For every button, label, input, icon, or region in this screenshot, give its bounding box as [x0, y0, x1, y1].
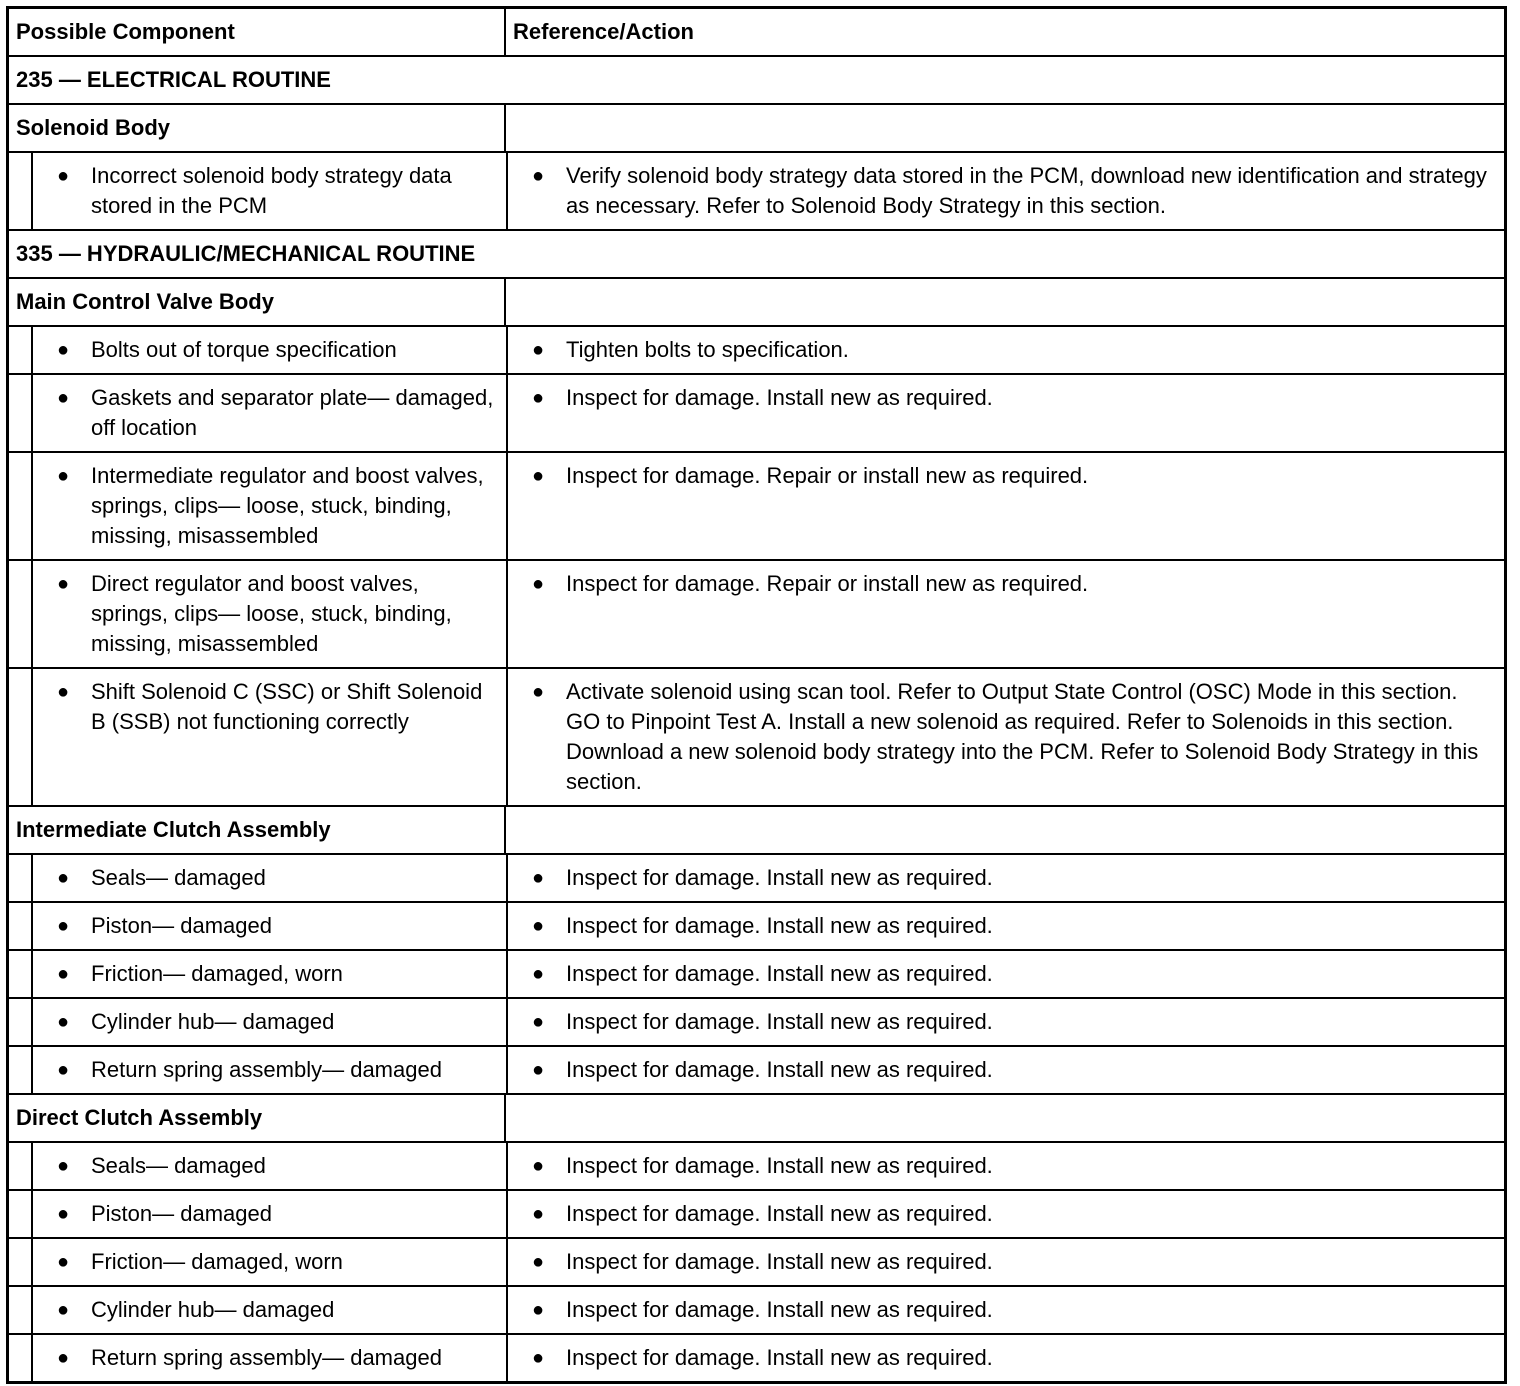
section-title: 235 — ELECTRICAL ROUTINE: [16, 67, 331, 92]
indent-cell: [9, 999, 33, 1045]
indent-cell: [9, 327, 33, 373]
table-row: [9, 1335, 1504, 1381]
component-cell: [33, 1143, 508, 1189]
bullet-icon: ●: [57, 867, 70, 889]
component-text: Return spring assembly— damaged: [91, 1057, 442, 1082]
table-row: [9, 561, 1504, 669]
action-text: Inspect for damage. Repair or install new as required.: [566, 571, 1089, 596]
component-cell: [33, 561, 508, 667]
bullet-icon: ●: [532, 1347, 545, 1369]
indent-cell: [9, 1191, 33, 1237]
indent-cell: [9, 375, 33, 451]
bullet-icon: ●: [57, 573, 70, 595]
bullet-icon: ●: [57, 339, 70, 361]
component-cell: [33, 855, 508, 901]
table-row: [9, 1143, 1504, 1191]
action-cell: [508, 327, 1504, 373]
bullet-icon: ●: [532, 1251, 545, 1273]
action-cell: [508, 855, 1504, 901]
table-row: [9, 327, 1504, 375]
action-cell: [508, 669, 1504, 805]
component-cell: [33, 1191, 508, 1237]
bullet-icon: ●: [532, 681, 545, 703]
table-row: [9, 669, 1504, 807]
bullet-icon: ●: [57, 1203, 70, 1225]
component-text: Cylinder hub— damaged: [91, 1009, 335, 1034]
group-title: Main Control Valve Body: [9, 279, 506, 325]
action-text: Inspect for damage. Install new as required.: [566, 1297, 993, 1322]
action-cell: [508, 999, 1504, 1045]
component-text: Gaskets and separator plate— damaged, off location: [91, 385, 494, 440]
action-text: Inspect for damage. Install new as required.: [566, 385, 993, 410]
indent-cell: [9, 1143, 33, 1189]
bullet-icon: ●: [532, 915, 545, 937]
component-text: Cylinder hub— damaged: [91, 1297, 335, 1322]
group-row: [9, 279, 1504, 327]
bullet-icon: ●: [57, 681, 70, 703]
indent-cell: [9, 1239, 33, 1285]
action-text: Verify solenoid body strategy data stored in the PCM, download new identification and strategy as necessary. Refer to Solenoid Body Strategy in this section.: [566, 163, 1487, 218]
table-row: [9, 999, 1504, 1047]
bullet-icon: ●: [57, 1299, 70, 1321]
action-cell: [508, 1191, 1504, 1237]
action-text: Inspect for damage. Repair or install new as required.: [566, 463, 1089, 488]
indent-cell: [9, 1047, 33, 1093]
component-cell: [33, 669, 508, 805]
bullet-icon: ●: [57, 165, 70, 187]
component-cell: [33, 327, 508, 373]
table-row: [9, 153, 1504, 231]
action-text: Activate solenoid using scan tool. Refer to Output State Control (OSC) Mode in this section. GO to Pinpoint Test A. Install a new solenoid as required. Refer to Solenoids in this section. Download a new solenoid body strategy into the PCM. Refer to Solenoid Body Strategy in this section.: [566, 679, 1479, 794]
bullet-icon: ●: [57, 1059, 70, 1081]
action-text: Inspect for damage. Install new as required.: [566, 865, 993, 890]
component-cell: [33, 999, 508, 1045]
table-row: [9, 1239, 1504, 1287]
component-cell: [33, 1047, 508, 1093]
component-cell: [33, 951, 508, 997]
action-text: Inspect for damage. Install new as required.: [566, 1345, 993, 1370]
bullet-icon: ●: [532, 1299, 545, 1321]
component-cell: [33, 903, 508, 949]
component-text: Piston— damaged: [91, 1201, 272, 1226]
action-text: Inspect for damage. Install new as required.: [566, 1153, 993, 1178]
diagnostic-table: [6, 6, 1507, 1384]
group-action-empty: [506, 279, 1504, 325]
bullet-icon: ●: [57, 1251, 70, 1273]
group-row: [9, 1095, 1504, 1143]
table-row: [9, 453, 1504, 561]
section-row: [9, 57, 1504, 105]
bullet-icon: ●: [57, 387, 70, 409]
bullet-icon: ●: [57, 915, 70, 937]
bullet-icon: ●: [57, 1155, 70, 1177]
indent-cell: [9, 453, 33, 559]
group-action-empty: [506, 1095, 1504, 1141]
component-text: Piston— damaged: [91, 913, 272, 938]
component-text: Shift Solenoid C (SSC) or Shift Solenoid B (SSB) not functioning correctly: [91, 679, 483, 734]
bullet-icon: ●: [57, 963, 70, 985]
action-cell: [508, 375, 1504, 451]
section-row: [9, 231, 1504, 279]
component-cell: [33, 375, 508, 451]
indent-cell: [9, 903, 33, 949]
component-cell: [33, 1239, 508, 1285]
table-row: [9, 951, 1504, 999]
group-title: Solenoid Body: [9, 105, 506, 151]
action-cell: [508, 1143, 1504, 1189]
action-text: Inspect for damage. Install new as required.: [566, 1201, 993, 1226]
bullet-icon: ●: [57, 465, 70, 487]
indent-cell: [9, 561, 33, 667]
table-row: [9, 1287, 1504, 1335]
bullet-icon: ●: [532, 573, 545, 595]
action-cell: [508, 1047, 1504, 1093]
action-cell: [508, 153, 1504, 229]
group-row: [9, 105, 1504, 153]
component-text: Direct regulator and boost valves, springs, clips— loose, stuck, binding, missing, misassembled: [91, 571, 452, 656]
indent-cell: [9, 669, 33, 805]
component-text: Intermediate regulator and boost valves, springs, clips— loose, stuck, binding, missing, misassembled: [91, 463, 484, 548]
table-row: [9, 1047, 1504, 1095]
action-cell: [508, 1239, 1504, 1285]
bullet-icon: ●: [532, 867, 545, 889]
table-row: [9, 1191, 1504, 1239]
indent-cell: [9, 855, 33, 901]
action-cell: [508, 453, 1504, 559]
header-possible-component: Possible Component: [9, 9, 506, 55]
action-cell: [508, 1287, 1504, 1333]
action-cell: [508, 951, 1504, 997]
indent-cell: [9, 1287, 33, 1333]
bullet-icon: ●: [532, 1203, 545, 1225]
bullet-icon: ●: [57, 1347, 70, 1369]
component-text: Friction— damaged, worn: [91, 1249, 343, 1274]
action-text: Inspect for damage. Install new as required.: [566, 1249, 993, 1274]
bullet-icon: ●: [57, 1011, 70, 1033]
group-action-empty: [506, 807, 1504, 853]
indent-cell: [9, 153, 33, 229]
component-text: Bolts out of torque specification: [91, 337, 397, 362]
indent-cell: [9, 1335, 33, 1381]
component-text: Seals— damaged: [91, 865, 266, 890]
bullet-icon: ●: [532, 1155, 545, 1177]
action-text: Inspect for damage. Install new as required.: [566, 1009, 993, 1034]
table-header-row: [9, 9, 1504, 57]
indent-cell: [9, 951, 33, 997]
bullet-icon: ●: [532, 1011, 545, 1033]
bullet-icon: ●: [532, 339, 545, 361]
component-text: Incorrect solenoid body strategy data stored in the PCM: [91, 163, 452, 218]
action-text: Inspect for damage. Install new as required.: [566, 1057, 993, 1082]
group-row: [9, 807, 1504, 855]
component-text: Friction— damaged, worn: [91, 961, 343, 986]
group-title: Intermediate Clutch Assembly: [9, 807, 506, 853]
table-row: [9, 855, 1504, 903]
bullet-icon: ●: [532, 465, 545, 487]
bullet-icon: ●: [532, 165, 545, 187]
bullet-icon: ●: [532, 963, 545, 985]
group-action-empty: [506, 105, 1504, 151]
action-text: Tighten bolts to specification.: [566, 337, 849, 362]
section-title: 335 — HYDRAULIC/MECHANICAL ROUTINE: [16, 241, 476, 266]
action-cell: [508, 561, 1504, 667]
action-text: Inspect for damage. Install new as required.: [566, 961, 993, 986]
action-cell: [508, 903, 1504, 949]
header-reference-action: Reference/Action: [513, 19, 694, 44]
group-title: Direct Clutch Assembly: [9, 1095, 506, 1141]
table-row: [9, 903, 1504, 951]
component-cell: [33, 453, 508, 559]
action-text: Inspect for damage. Install new as required.: [566, 913, 993, 938]
action-cell: [508, 1335, 1504, 1381]
component-cell: [33, 153, 508, 229]
component-text: Seals— damaged: [91, 1153, 266, 1178]
component-text: Return spring assembly— damaged: [91, 1345, 442, 1370]
bullet-icon: ●: [532, 387, 545, 409]
table-row: [9, 375, 1504, 453]
component-cell: [33, 1335, 508, 1381]
component-cell: [33, 1287, 508, 1333]
bullet-icon: ●: [532, 1059, 545, 1081]
